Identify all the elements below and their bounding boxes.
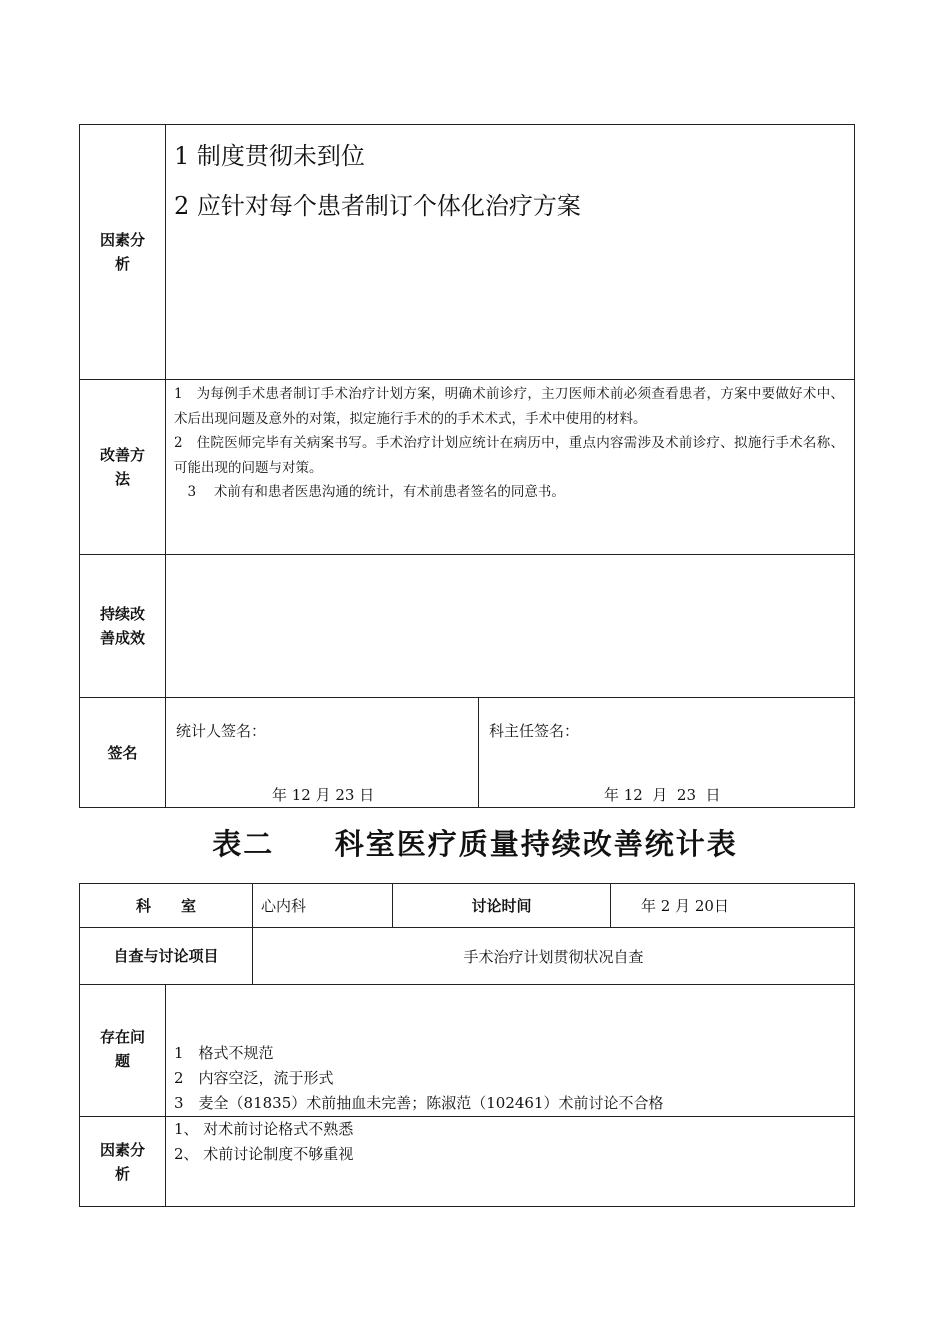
director-signature-cell [479, 698, 855, 808]
factor-analysis-label: 因素分 析 [80, 125, 166, 380]
department-label: 科 室 [80, 884, 253, 928]
table-2-title: 表二 科室医疗质量持续改善统计表 [212, 827, 738, 861]
statistician-sign-label: 统计人签名： [176, 722, 267, 740]
factor-item: 2、 术前讨论制度不够重视 [174, 1145, 354, 1163]
department-value: 心内科 [253, 884, 393, 928]
improvement-table-1 [79, 124, 855, 808]
factor-analysis-content [166, 125, 855, 380]
factor-item: 1 制度贯彻未到位 [174, 142, 365, 170]
review-item-value: 手术治疗计划贯彻状况自查 [253, 928, 855, 985]
discussion-time-value: 年 2 月 20日 [611, 884, 855, 928]
factor-item: 1、 对术前讨论格式不熟悉 [174, 1120, 354, 1138]
improvement-method-content [166, 380, 855, 555]
method-item: 1 为每例手术患者制订手术治疗计划方案，明确术前诊疗，主刀医师术前必须查看患者，方案中要做好术中、术后出现问题及意外的对策，拟定施行手术的的手术术式，手术中使用的材料。 [174, 386, 844, 427]
problem-item: 1 格式不规范 [174, 1044, 274, 1062]
review-item-label: 自查与讨论项目 [80, 928, 253, 985]
problem-item: 2 内容空泛，流于形式 [174, 1069, 334, 1087]
existing-problem-content [166, 985, 855, 1117]
method-item: 2 住院医师完毕有关病案书写。手术治疗计划应统计在病历中，重点内容需涉及术前诊疗、拟施行手术名称、可能出现的问题与对策。 [174, 435, 844, 476]
discussion-time-label: 讨论时间 [393, 884, 611, 928]
problem-item: 3 麦全（81835）术前抽血未完善；陈淑范（102461）术前讨论不合格 [174, 1094, 664, 1112]
director-sign-date: 年 12 月 23 日 [604, 786, 721, 804]
factor-item: 2 应针对每个患者制订个体化治疗方案 [174, 192, 581, 220]
improvement-method-label: 改善方 法 [80, 380, 166, 555]
factor-analysis-label-2: 因素分 析 [80, 1117, 166, 1207]
director-sign-label: 科主任签名： [489, 722, 580, 740]
continuous-effect-content [166, 555, 855, 698]
factor-analysis-content-2 [166, 1117, 855, 1207]
improvement-table-2 [79, 883, 855, 1207]
signature-label: 签名 [80, 698, 166, 808]
continuous-effect-label: 持续改 善成效 [80, 555, 166, 698]
statistician-signature-cell [166, 698, 479, 808]
method-item: 3 术前有和患者医患沟通的统计，有术前患者签名的同意书。 [174, 484, 565, 500]
statistician-sign-date: 年 12 月 23 日 [272, 786, 375, 804]
existing-problem-label: 存在问 题 [80, 985, 166, 1117]
